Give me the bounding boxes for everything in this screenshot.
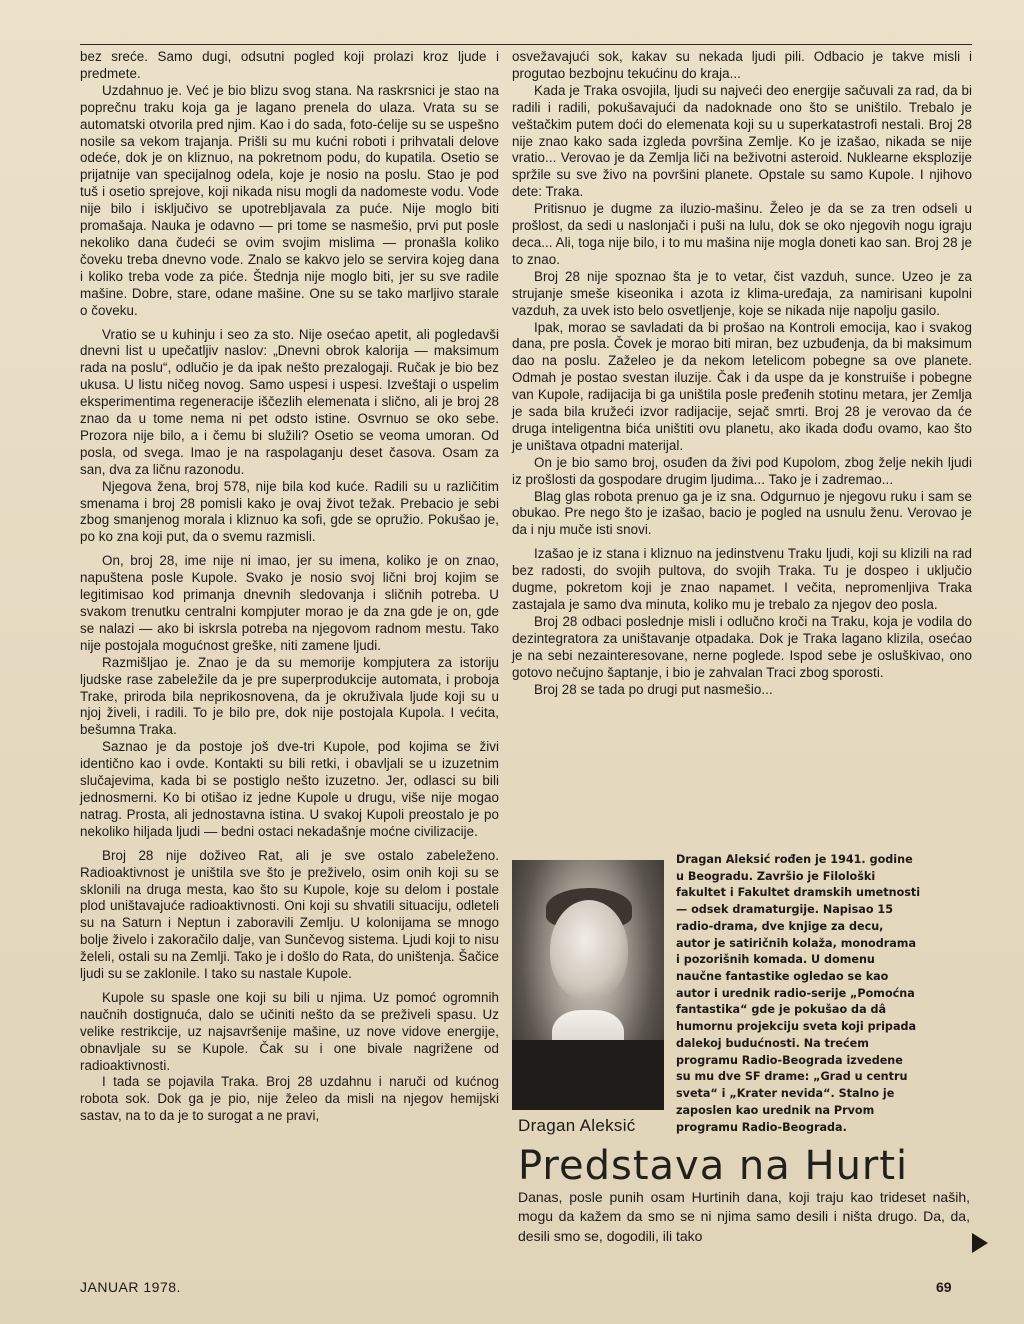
bio-line: i pozorišnih komada. U domenu xyxy=(676,953,875,967)
story-opening: Danas, posle punih osam Hurtinih dana, koji traju kao trideset naših, mogu da kažem da smo se ni njima samo desili i ništa drugo. Da, da, desili smo se, dogodili, ili tako xyxy=(518,1189,970,1244)
paragraph: On je bio samo broj, osuđen da živi pod Kupolom, zbog želje nekih ljudi iz prošlosti da gospodare drugim ljudima... Tako je i zadremao... xyxy=(512,454,972,487)
paragraph: Uzdahnuo je. Već je bio blizu svog stana. Na raskrsnici je stao na poprečnu traku koja ga je lagano prenela do ulaza. Vrata su se automatski otvorila pred njim. Kao i do sada, foto-ćelije su se uspešno nosile sa vekom trajanja. Prišli su mu kućni roboti i prihvatali delove odeće, dok je on kliznuo, na pokretnom podu, do kupatila. Osetio se prijatnije van specijalnog odela, koje je nosio na poslu. Stao je pod tuš i osetio sprejove, koji nikada nisu mogli da nadomeste vodu. Vode nije bilo i isključivo se upotrebljavala za puće. Nije moglo biti promašaja. Nauka je odavno — pri tome se nasmešio, prvi put posle nekoliko dana čudeći se ovim svojim mislima — pronašla koliko čoveku treba dnevno vode. Znalo se kakvo jelo se servira kojeg dana i koliko treba vode za piće. Štednja nije moglo biti, jer su sve radile mašine. Dobre, stare, odane mašine. One su se tako marljivo starale o čoveku. xyxy=(80,82,499,318)
issue-date: JANUAR 1978. xyxy=(80,1279,181,1295)
bio-line: u Beogradu. Završio je Filološki xyxy=(676,869,876,883)
bio-line: — odsek dramaturgije. Napisao 15 xyxy=(676,903,893,917)
continue-arrow-icon xyxy=(972,1233,988,1253)
right-column xyxy=(512,49,972,698)
bio-line: zaposlen kao urednik na Prvom xyxy=(676,1103,875,1117)
page-number: 69 xyxy=(936,1279,952,1295)
bio-line: su mu dve SF drame: „Grad u centru xyxy=(676,1070,908,1084)
bio-line: programu Radio-Beograda. xyxy=(676,1120,847,1134)
photo-caption: Dragan Aleksić xyxy=(518,1116,636,1135)
paragraph: Ipak, morao se savladati da bi prošao na Kontroli emocija, kao i svakog dana, pre posla. Čovek je morao biti miran, bez uzbuđenja, da bi maksimum dao na poslu. Zaželeo je da nekom letelicom pobegne sa ove planete. Odmah je postao svestan iluzije. Čak i da uspe da je konstruiše i pobegne van Kupole, radijacija bi ga uništila posle pređenih stotinu metara, jer Zemlja je sada bila kružeći izvor radijacije, sejač smrti. Broj 28 je verovao da će druga inteligentna bića uništiti ovu planetu, ako ikada dođu ovamo, kao što je uništava otpadni materijal. xyxy=(512,319,972,453)
left-column xyxy=(80,49,499,1125)
bio-line: fantastika“ gde je pokušao da dâ xyxy=(676,1003,887,1017)
bio-line: Dragan Aleksić rođen je 1941. godine xyxy=(676,853,913,866)
bio-line: autor je satiričnih kolaža, monodrama xyxy=(676,936,917,950)
paragraph: Kupole su spasle one koji su bili u njima. Uz pomoć ogromnih naučnih dostignuća, dalo se učiniti nešto da se preživeli spasu. Uz velike restrikcije, uz najsavršenije mašine, uz nove vidove energije, obnavljale su se Kupole. Čak su i one bivale nagrižene od radioaktivnosti. xyxy=(80,989,499,1073)
paragraph: Vratio se u kuhinju i seo za sto. Nije osećao apetit, ali pogledavši dnevni list u upečatljiv naslov: „Dnevni obrok kalorija — maksimum rada na poslu“, odlučio je da ipak nešto prezalogaji. Ručak je bio bez ukusa. U listu ničeg novog. Samo uspesi i uspesi. Izveštaji o uspelim eksperimentima regeneracije iščezlih elemenata i slično, ali je broj 28 znao da u tome nema ni pet odsto istine. Osvrnuo se oko sebe. Prozora nije bilo, a i čemu bi služili? Osetio se veoma umoran. Od posla, od svega. Imao je na raspolaganju deset časova. Osam za san, dva za ličnu razonodu. xyxy=(80,326,499,477)
paragraph: Broj 28 nije spoznao šta je to vetar, čist vazduh, sunce. Uzeo je za strujanje smeše kiseonika i azota iz klima-uređaja, za namirisani kupolni vazduh, za uvek isto belo osvetljenje, koje se nikada nije napolju gasilo. xyxy=(512,268,972,318)
bio-line: autor i urednik radio-serije „Pomoćna xyxy=(676,986,915,1000)
paragraph: On, broj 28, ime nije ni imao, jer su imena, koliko je on znao, napuštena posle Kupole. Svako je nosio svoj lični broj kojim se legitimisao kod primanja dnevnih sledovanja i sličnih potreba. U svakom trenutku centralni kompjuter morao je da zna gde je on, gde se nalazi — ako bi iskrsla potreba na njegovom radnom mestu. Tako nije postojala mogućnost greške, niti zamene ljudi. xyxy=(80,553,499,653)
paragraph: Broj 28 odbaci poslednje misli i odlučno kroči na Traku, koja je vodila do dezintegratora za uništavanje otpadaka. Dok je Traka lagano klizila, osećao je na sebi nezainteresovane, nerne poglede. Ispod sebe je osluškivao, ono gotovo nečujno šaptanje, i bio je zahvalan Traci zbog sporosti. xyxy=(512,613,972,680)
paragraph: Broj 28 se tada po drugi put nasmešio... xyxy=(534,681,773,697)
bio-line: dalekoj budućnosti. Na trećem xyxy=(676,1036,869,1050)
author-bio xyxy=(676,852,976,1136)
paragraph: Saznao je da postoje još dve-tri Kupole, pod kojima se živi identično kao i ovde. Kontakti su bili retki, i obavljali se u izuzetnim slučajevima, kada bi se postiglo nešto izuzetno. Jer, odlasci su bili jednosmerni. Ko bi otišao iz jedne Kupole u drugu, više nije mogao natrag. Prosta, ali jednostavna istina. U svakoj Kupoli preostalo je po nekoliko hiljada ljudi — bedni ostaci nekadašnje moćne civilizacije. xyxy=(80,739,499,839)
story-headline: Predstava na Hurti xyxy=(518,1143,909,1189)
paragraph: Izašao je iz stana i kliznuo na jedinstvenu Traku ljudi, koji su klizili na rad bez radosti, do svojih pultova, do svojih Traka. Tu je dospeo i uključio dugme, pokretom koji je znao napamet. I večita, nepromenljiva Traka zastajala je samo dva minuta, koliko mu je trebalo za njegov deo posla. xyxy=(512,546,972,612)
bio-line: fakultet i Fakultet dramskih umetnosti xyxy=(676,886,921,900)
paragraph: osvežavajući sok, kakav su nekada ljudi pili. Odbacio je takve misli i progutao bezbojnu tekućinu do kraja... xyxy=(512,49,972,81)
paragraph: bez sreće. Samo dugi, odsutni pogled koji prolazi kroz ljude i predmete. xyxy=(80,49,499,81)
bio-line: radio-drama, dve knjige za decu, xyxy=(676,919,884,933)
paragraph: Njegova žena, broj 578, nije bila kod kuće. Radili su u različitim smenama i broj 28 pomisli kako je ovaj život težak. Prebacio je sebi zbog smanjenog morala i kliznuo ka sofi, gde se opružio. Pokušao je, po ko zna koji put, da o svemu razmisli. xyxy=(80,478,499,545)
bio-line: programu Radio-Beograda izvedene xyxy=(676,1053,903,1067)
paragraph: Kada je Traka osvojila, ljudi su najveći deo energije sačuvali za rad, da bi radili i radili, pokušavajući da nadoknade ono što se uništilo. Trebalo je veštačkim putem doći do elemenata koji su u superkatastrofi nestali. Broj 28 nije znao kako sada izgleda površina Zemlje. Ko je izašao, nikada se nije vratio... Verovao je da Zemlja liči na beživotni asteroid. Nuklearne eksplozije spržile su sve živo na površini planete. Opstale su samo Kupole. I njihovo dete: Traka. xyxy=(512,82,972,200)
top-rule xyxy=(80,44,972,45)
photo-coat xyxy=(512,1040,664,1110)
paragraph: Broj 28 nije doživeo Rat, ali je sve ostalo zabeleženo. Radioaktivnost je uništila sve što je preživelo, osim onih koji su se sklonili na druga mesta, kao što su Kupole, koje su delom i postale plod uništavajuće radioaktivnosti. Oni koji su shvatili situaciju, odleteli su na Saturn i Neptun i zaboravili Zemlju. U kolonijama se mnogo bolje živelo i zakoračilo dalje, van Sunčevog sistema. Ljudi koji to nisu želeli, ostali su na Zemlji. Tako je i došlo do Rata, do uništenja. Šačice ljudi su se zaklonile. I tako su nastale Kupole. xyxy=(80,847,499,982)
paragraph: Pritisnuo je dugme za iluzio-mašinu. Želeo je da se za tren odseli u prošlost, da sedi u naslonjači i puši na lulu, dok se oko njegovih nogu igraju deca... Ali, toga nije bilo, i to mu mašina nije mogla doneti kao san. Broj 28 je to znao. xyxy=(512,201,972,267)
bio-line: humornu projekciju sveta koji pripada xyxy=(676,1020,917,1034)
photo-face xyxy=(550,900,628,1000)
paragraph: I tada se pojavila Traka. Broj 28 uzdahnu i naruči od kućnog robota sok. Dok ga je pio, nije želeo da misli na njegov hemijski sastav, na to da je to surogat a ne pravi, xyxy=(80,1074,499,1124)
paragraph: Blag glas robota prenuo ga je iz sna. Odgurnuo je njegovu ruku i sam se obukao. Pre nego što je izašao, bacio je pogled na usnulu ženu. Verovao je da i nju muče isti snovi. xyxy=(512,488,972,538)
paragraph: Razmišljao je. Znao je da su memorije kompjutera za istoriju ljudske rase zabeležile da je pre superprodukcije automata, i proboja Trake, priroda bila neprikosnovena, da je okruživala ljude koji su u njoj živeli, i radili. To je bilo pre, dok nije postojala Kupola. I većita, bešumna Traka. xyxy=(80,654,499,738)
bio-line: sveta“ i „Krater nevida“. Stalno je xyxy=(676,1087,895,1101)
bio-line: naučne fantastike ogledao se kao xyxy=(676,970,889,984)
author-photo xyxy=(512,860,664,1110)
